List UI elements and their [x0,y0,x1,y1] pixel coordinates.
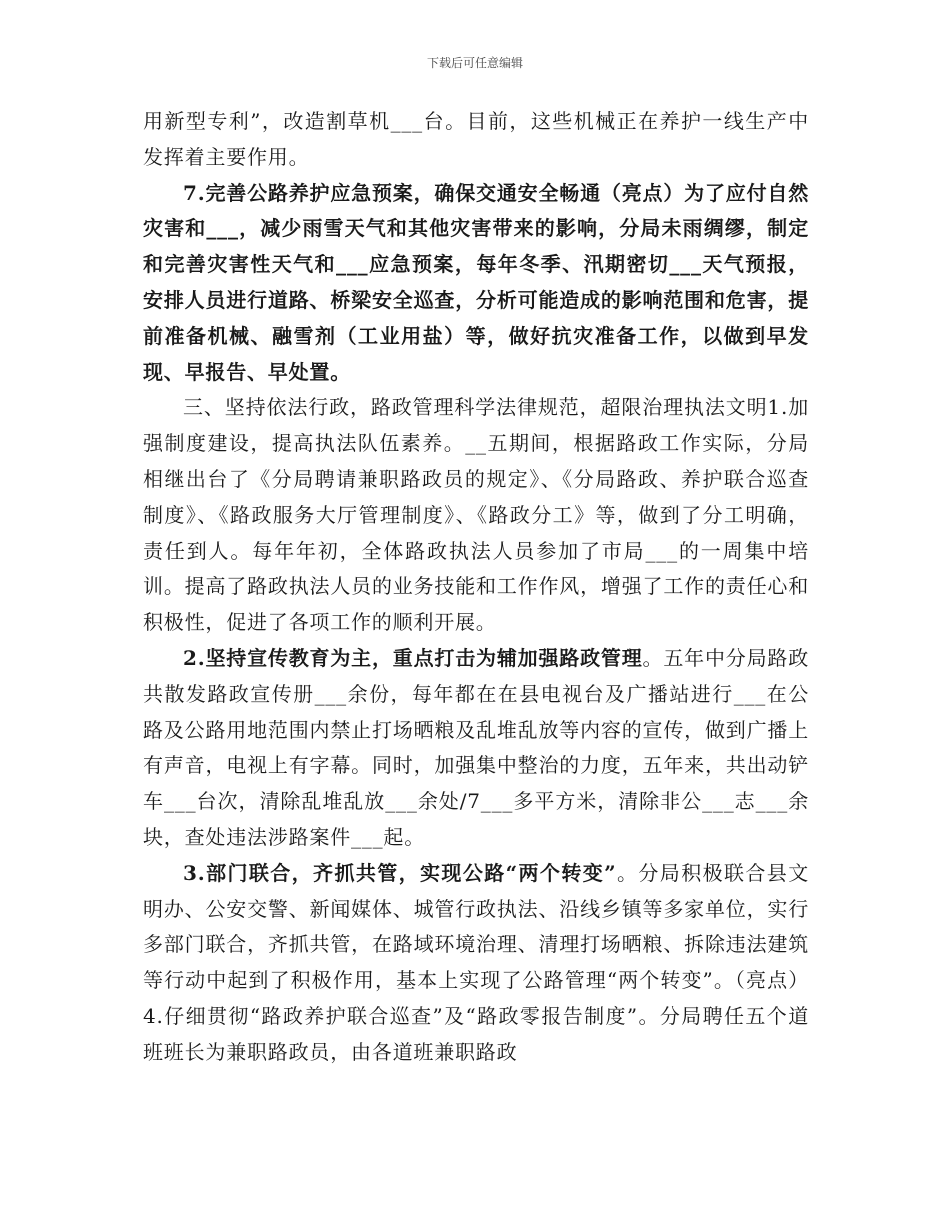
paragraph-heading: 3.部门联合，齐抓共管，实现公路“两个转变” [183,860,617,885]
paragraph-heading: 2.坚持宣传教育为主，重点打击为辅加强路政管理 [183,645,643,670]
paragraph-publicity-education [143,641,809,856]
paragraph-emergency-plan: 7.完善公路养护应急预案，确保交通安全畅通（亮点）为了应付自然灾害和___，减少雨雪天气和其他灾害带来的影响，分局未雨绸缪，制定和完善灾害性天气和___应急预案，每年冬季、汛期密切___天气预报，安排人员进行道路、桥梁安全巡查，分析可能造成的影响范围和危害，提前准备机械、融雪剂（工业用盐）等，做好抗灾准备工作，以做到早发现、早报告、早处置。 [143,180,809,384]
document-body [143,104,809,1071]
paragraph-mower-patent: 用新型专利”，改造割草机___台。目前，这些机械正在养护一线生产中发挥着主要作用。 [143,109,809,169]
paragraph-body: 。分局积极联合县文明办、公安交警、新闻媒体、城管行政执法、沿线乡镇等多家单位，实行多部门联合，齐抓共管，在路域环境治理、清理打场晒粮、拆除违法建筑等行动中起到了积极作用，基本上实现了公路管理“两个转变”。（亮点）4.仔细贯彻“路政养护联合巡查”及“路政零报告制度”。分局聘任五个道班班长为兼职路政员，由各道班兼职路政 [143,860,809,1064]
paragraph-body: 。五年中分局路政共散发路政宣传册___余份，每年都在在县电视台及广播站进行___在公路及公路用地范围内禁止打场晒粮及乱堆乱放等内容的宣传，做到广播上有声音，电视上有字幕。同时，加强集中整治的力度，五年来，共出动铲车___台次，清除乱堆乱放___余处/7___多平方米，清除非公___志___余块，查处违法涉路案件___起。 [143,645,809,849]
paragraph-department-joint [143,856,809,1071]
page-header: 下载后可任意编辑 [426,56,523,70]
paragraph-law-enforcement: 三、坚持依法行政，路政管理科学法律规范，超限治理执法文明1.加强制度建设，提高执法队伍素养。__五期间，根据路政工作实际，分局相继出台了《分局聘请兼职路政员的规定》、《分局路政、养护联合巡查制度》、《路政服务大厅管理制度》、《路政分工》等，做到了分工明确，责任到人。每年年初，全体路政执法人员参加了市局___的一周集中培训。提高了路政执法人员的业务技能和工作作风，增强了工作的责任心和积极性，促进了各项工作的顺利开展。 [143,395,809,635]
